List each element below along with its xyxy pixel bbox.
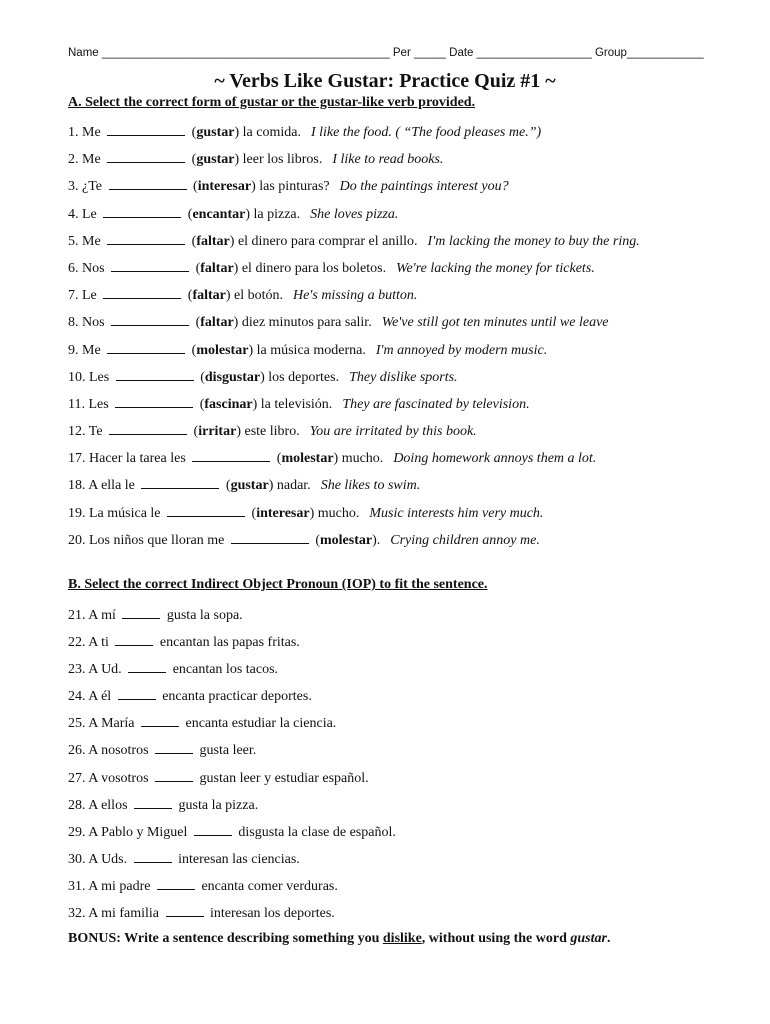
question-row: 3. ¿Te (interesar) las pinturas? Do the paintings interest you? (68, 175, 748, 202)
verb-hint: faltar (192, 288, 226, 304)
question-rest: diez minutos para salir. (241, 315, 372, 331)
question-number: 5. (68, 233, 79, 249)
english-translation: They dislike sports. (349, 369, 458, 385)
bonus-underlined-word: dislike (382, 931, 422, 946)
question-rest: gustan leer y estudiar español. (199, 770, 369, 786)
question-prefix: A nosotros (88, 743, 149, 759)
question-number: 7. (68, 288, 79, 304)
verb-hint: encantar (192, 206, 246, 222)
question-prefix: A María (88, 716, 135, 732)
question-row (68, 631, 748, 658)
question-row (68, 902, 748, 929)
answer-blank[interactable] (109, 420, 187, 435)
iop-blank[interactable] (155, 767, 193, 782)
question-row: 20. Los niños que lloran me (molestar). Crying children annoy me. (68, 529, 748, 556)
answer-blank[interactable] (107, 339, 185, 354)
question-rest: nadar. (276, 478, 311, 494)
question-rest: gusta la sopa. (166, 608, 243, 623)
question-rest: gusta la pizza. (178, 797, 259, 813)
question-rest: interesan los deportes. (210, 906, 335, 922)
question-prefix: Hacer la tarea les (89, 451, 186, 467)
question-number: 9. (68, 342, 79, 358)
english-translation: She loves pizza. (310, 206, 399, 222)
question-prefix: A Ud. (88, 662, 122, 678)
question-rest: la pizza. (253, 206, 301, 222)
verb-hint: interesar (256, 505, 310, 521)
question-rest: disgusta la clase de español. (238, 824, 396, 840)
english-translation: I like to read books. (332, 152, 444, 168)
question-row (68, 794, 748, 821)
question-number: 26. (68, 743, 86, 759)
verb-hint: faltar (196, 233, 230, 249)
question-prefix: A vosotros (88, 770, 149, 786)
bonus-text-before: Write a sentence describing something you (124, 931, 380, 946)
question-prefix: Me (82, 233, 101, 249)
question-prefix: Los niños que lloran me (89, 532, 225, 548)
question-number: 4. (68, 206, 79, 222)
question-row (68, 767, 748, 794)
english-translation: You are irritated by this book. (309, 424, 477, 440)
answer-blank[interactable] (192, 447, 270, 462)
question-row: 2. Me (gustar) leer los libros. I like to read books. (68, 148, 748, 175)
question-number: 8. (68, 315, 79, 331)
question-number: 30. (68, 851, 86, 867)
question-number: 20. (68, 532, 86, 548)
question-prefix: A mi padre (88, 878, 151, 894)
question-row: 4. Le (encantar) la pizza. She loves pizza. (68, 203, 748, 230)
english-translation: I'm lacking the money to buy the ring. (427, 233, 640, 249)
question-rest: este libro. (244, 424, 300, 440)
iop-blank[interactable] (122, 604, 160, 619)
bonus-label: BONUS: (68, 931, 121, 946)
answer-blank[interactable] (111, 311, 189, 326)
bonus-question (68, 931, 610, 947)
answer-blank[interactable] (167, 502, 245, 517)
english-translation: Music interests him very much. (369, 505, 544, 521)
verb-hint: disgustar (204, 369, 261, 385)
verb-hint: gustar (230, 478, 269, 494)
question-rest: la música moderna. (256, 342, 366, 358)
english-translation: She likes to swim. (320, 478, 421, 494)
verb-hint: interesar (197, 179, 252, 195)
question-prefix: A ellos (88, 797, 128, 813)
question-rest: mucho. (317, 505, 360, 521)
answer-blank[interactable] (116, 366, 194, 381)
iop-blank[interactable] (118, 685, 156, 700)
question-number: 11. (68, 396, 85, 412)
english-translation: I like the food. ( “The food pleases me.”) (310, 125, 542, 140)
question-rest: la televisión. (260, 396, 333, 412)
question-number: 22. (68, 635, 86, 651)
iop-blank[interactable] (194, 821, 232, 836)
question-rest: . (376, 532, 381, 548)
question-prefix: A Pablo y Miguel (88, 824, 188, 840)
question-row: 10. Les (disgustar) los deportes. They dislike sports. (68, 366, 748, 393)
iop-blank[interactable] (166, 902, 204, 917)
verb-hint: irritar (198, 424, 237, 440)
iop-blank[interactable] (157, 875, 195, 890)
answer-blank[interactable] (107, 148, 185, 163)
question-prefix: La música le (89, 505, 161, 521)
question-prefix: Te (88, 424, 103, 440)
question-row: 11. Les (fascinar) la televisión. They are fascinated by television. (68, 393, 748, 420)
question-number: 32. (68, 906, 86, 922)
question-row (68, 848, 748, 875)
question-number: 28. (68, 797, 86, 813)
verb-hint: molestar (196, 342, 249, 358)
question-row: 18. A ella le (gustar) nadar. She likes to swim. (68, 474, 748, 501)
question-number: 17. (68, 451, 86, 467)
question-number: 29. (68, 824, 86, 840)
english-translation: Crying children annoy me. (390, 532, 540, 548)
verb-hint: molestar (281, 451, 334, 467)
question-number: 27. (68, 770, 86, 786)
question-row: 8. Nos (faltar) diez minutos para salir. We've still got ten minutes until we leave (68, 311, 748, 338)
question-number: 1. (68, 125, 79, 140)
question-prefix: Nos (82, 260, 105, 276)
section-a-questions (68, 121, 748, 556)
question-row: 17. Hacer la tarea les (molestar) mucho. Doing homework annoys them a lot. (68, 447, 748, 474)
question-number: 25. (68, 716, 86, 732)
section-b-questions (68, 604, 748, 929)
question-row (68, 875, 748, 902)
page-title: ~ Verbs Like Gustar: Practice Quiz #1 ~ (214, 70, 556, 92)
bonus-text-end: . (606, 931, 611, 946)
question-number: 23. (68, 662, 86, 678)
english-translation: We've still got ten minutes until we leave (381, 315, 609, 331)
question-rest: encanta comer verduras. (201, 878, 338, 894)
iop-blank[interactable] (155, 739, 193, 754)
english-translation: Do the paintings interest you? (339, 179, 509, 195)
answer-blank[interactable] (111, 257, 189, 272)
iop-blank[interactable] (141, 712, 179, 727)
english-translation: I'm annoyed by modern music. (375, 342, 548, 358)
question-number: 2. (68, 152, 79, 168)
question-rest: encantan las papas fritas. (159, 635, 300, 651)
question-prefix: Le (82, 206, 97, 222)
question-prefix: Les (89, 369, 110, 385)
iop-blank[interactable] (134, 848, 172, 863)
question-rest: interesan las ciencias. (178, 851, 300, 867)
question-row: 5. Me (faltar) el dinero para comprar el anillo. I'm lacking the money to buy the ring. (68, 230, 748, 257)
bonus-italic-word: gustar (570, 931, 607, 946)
section-b-heading: B. Select the correct Indirect Object Pronoun (IOP) to fit the sentence. (68, 577, 488, 592)
question-prefix: Le (82, 288, 97, 304)
answer-blank[interactable] (103, 284, 181, 299)
question-rest: leer los libros. (242, 152, 323, 168)
bonus-text-middle: , without using the word (421, 931, 567, 946)
english-translation: They are fascinated by television. (342, 396, 530, 412)
question-row: 6. Nos (faltar) el dinero para los boletos. We're lacking the money for tickets. (68, 257, 748, 284)
question-row: 9. Me (molestar) la música moderna. I'm annoyed by modern music. (68, 339, 748, 366)
english-translation: We're lacking the money for tickets. (396, 260, 595, 276)
question-row (68, 604, 748, 631)
question-number: 3. (68, 179, 79, 195)
question-prefix: ¿Te (82, 179, 103, 195)
verb-hint: gustar (196, 125, 235, 140)
verb-hint: gustar (196, 152, 235, 168)
answer-blank[interactable] (107, 230, 185, 245)
question-rest: encanta practicar deportes. (162, 689, 312, 705)
question-number: 18. (68, 478, 86, 494)
question-number: 21. (68, 608, 86, 623)
question-prefix: A Uds. (88, 851, 128, 867)
question-row: 12. Te (irritar) este libro. You are irritated by this book. (68, 420, 748, 447)
question-row (68, 712, 748, 739)
question-row (68, 739, 748, 766)
question-rest: encantan los tacos. (172, 662, 279, 678)
question-number: 31. (68, 878, 86, 894)
question-prefix: A ti (88, 635, 109, 651)
question-row (68, 821, 748, 848)
question-rest: el dinero para los boletos. (241, 260, 387, 276)
question-rest: el dinero para comprar el anillo. (237, 233, 418, 249)
question-prefix: Me (82, 152, 101, 168)
question-number: 6. (68, 260, 79, 276)
answer-blank[interactable] (107, 121, 185, 136)
verb-hint: fascinar (204, 396, 253, 412)
question-prefix: Les (88, 396, 109, 412)
question-prefix: Nos (82, 315, 105, 331)
question-prefix: Me (82, 125, 101, 140)
student-info-line: Name _____________________________________________ Per _____ Date __________________ Group____________ (68, 47, 704, 59)
question-rest: los deportes. (268, 369, 340, 385)
question-number: 12. (68, 424, 86, 440)
answer-blank[interactable] (103, 203, 181, 218)
question-row: 7. Le (faltar) el botón. He's missing a button. (68, 284, 748, 311)
iop-blank[interactable] (128, 658, 166, 673)
question-number: 10. (68, 369, 86, 385)
question-rest: las pinturas? (259, 179, 330, 195)
answer-blank[interactable] (109, 175, 187, 190)
english-translation: He's missing a button. (293, 288, 418, 304)
question-rest: mucho. (341, 451, 384, 467)
question-row (68, 658, 748, 685)
question-prefix: A mi familia (88, 906, 159, 922)
english-translation: Doing homework annoys them a lot. (393, 451, 597, 467)
question-row: 1. Me (gustar) la comida. I like the food. ( “The food pleases me.”) (68, 121, 748, 148)
verb-hint: faltar (200, 315, 234, 331)
question-number: 24. (68, 689, 86, 705)
answer-blank[interactable] (231, 529, 309, 544)
question-row (68, 685, 748, 712)
question-rest: el botón. (234, 288, 284, 304)
question-rest: encanta estudiar la ciencia. (185, 716, 337, 732)
iop-blank[interactable] (115, 631, 153, 646)
answer-blank[interactable] (115, 393, 193, 408)
question-prefix: A ella le (88, 478, 135, 494)
section-a-heading: A. Select the correct form of gustar or the gustar-like verb provided. (68, 95, 476, 110)
answer-blank[interactable] (141, 474, 219, 489)
question-row: 19. La música le (interesar) mucho. Music interests him very much. (68, 502, 748, 529)
verb-hint: faltar (200, 260, 234, 276)
verb-hint: molestar (319, 532, 373, 548)
question-rest: la comida. (242, 125, 301, 140)
iop-blank[interactable] (134, 794, 172, 809)
question-number: 19. (68, 505, 86, 521)
question-prefix: Me (82, 342, 101, 358)
question-prefix: A mí (88, 608, 116, 623)
question-rest: gusta leer. (199, 743, 257, 759)
question-prefix: A él (88, 689, 112, 705)
